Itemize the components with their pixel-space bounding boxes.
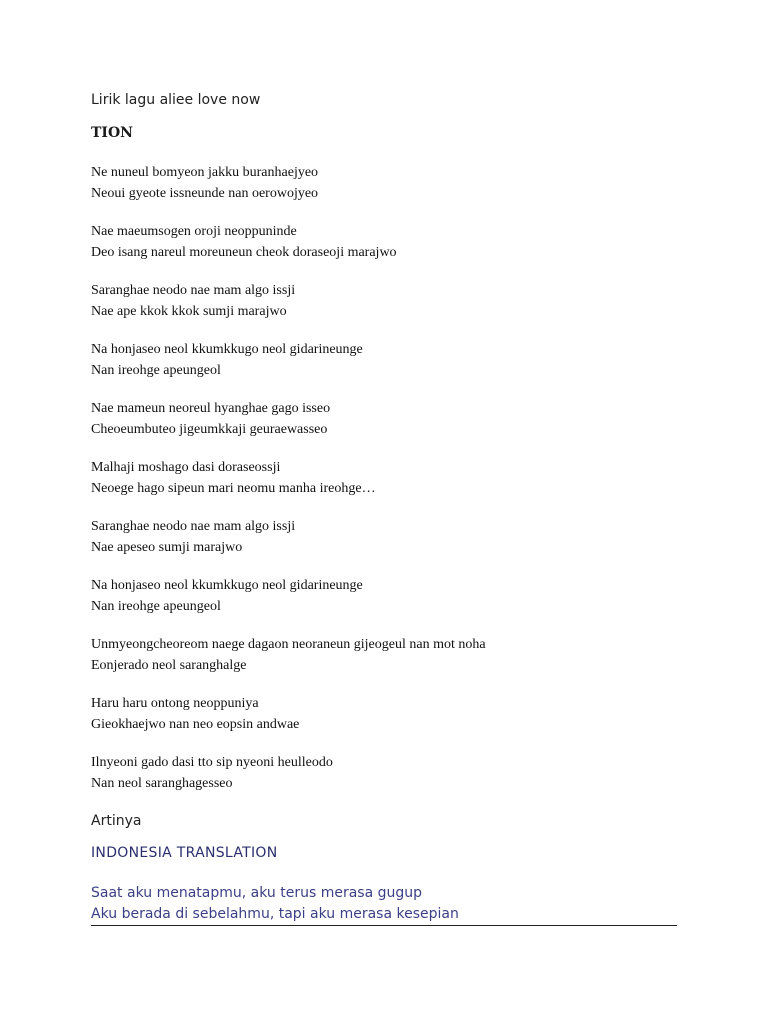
lyrics-line: Neoui gyeote issneunde nan oerowojyeo bbox=[91, 186, 319, 201]
lyrics-line: Ne nuneul bomyeon jakku buranhaejyeo bbox=[91, 165, 319, 180]
artinya-label: Artinya bbox=[91, 813, 142, 829]
lyrics-line: Eonjerado neol saranghalge bbox=[91, 658, 247, 673]
lyrics-stanza bbox=[91, 752, 333, 794]
lyrics-line: Nae mameun neoreul hyanghae gago isseo bbox=[91, 401, 331, 416]
lyrics-line: Cheoeumbuteo jigeumkkaji geuraewasseo bbox=[91, 422, 328, 437]
translation-line: Aku berada di sebelahmu, tapi aku merasa kesepian bbox=[91, 906, 459, 922]
lyrics-stanza bbox=[91, 516, 295, 558]
translation-block bbox=[91, 883, 677, 926]
lyrics-line: Nan ireohge apeungeol bbox=[91, 363, 221, 378]
lyrics-stanza bbox=[91, 398, 330, 440]
lyrics-line: Unmyeongcheoreom naege dagaon neoraneun gijeogeul nan mot noha bbox=[91, 637, 486, 652]
section-heading: TION bbox=[91, 125, 133, 141]
lyrics-stanza bbox=[91, 221, 397, 263]
lyrics-line: Nan ireohge apeungeol bbox=[91, 599, 221, 614]
lyrics-line: Deo isang nareul moreuneun cheok doraseoji marajwo bbox=[91, 245, 397, 260]
lyrics-line: Saranghae neodo nae mam algo issji bbox=[91, 519, 296, 534]
lyrics-stanza bbox=[91, 693, 299, 735]
lyrics-line: Na honjaseo neol kkumkkugo neol gidarineunge bbox=[91, 342, 363, 357]
lyrics-stanza bbox=[91, 634, 486, 676]
document-title: Lirik lagu aliee love now bbox=[91, 92, 261, 108]
lyrics-stanza bbox=[91, 339, 363, 381]
lyrics-stanza bbox=[91, 280, 295, 322]
lyrics-line: Nae apeseo sumji marajwo bbox=[91, 540, 243, 555]
translation-heading: INDONESIA TRANSLATION bbox=[91, 845, 278, 861]
lyrics-stanza bbox=[91, 162, 318, 204]
lyrics-line: Haru haru ontong neoppuniya bbox=[91, 696, 259, 711]
lyrics-line: Nae maeumsogen oroji neoppuninde bbox=[91, 224, 297, 239]
lyrics-stanza bbox=[91, 575, 363, 617]
lyrics-line: Saranghae neodo nae mam algo issji bbox=[91, 283, 296, 298]
lyrics-line: Neoege hago sipeun mari neomu manha ireohge… bbox=[91, 481, 376, 496]
lyrics-line: Nae ape kkok kkok sumji marajwo bbox=[91, 304, 287, 319]
translation-line: Saat aku menatapmu, aku terus merasa gugup bbox=[91, 885, 423, 901]
lyrics-line: Nan neol saranghagesseo bbox=[91, 776, 233, 791]
lyrics-line: Gieokhaejwo nan neo eopsin andwae bbox=[91, 717, 300, 732]
lyrics-line: Malhaji moshago dasi doraseossji bbox=[91, 460, 281, 475]
lyrics-line: Na honjaseo neol kkumkkugo neol gidarineunge bbox=[91, 578, 363, 593]
lyrics-line: Ilnyeoni gado dasi tto sip nyeoni heulleodo bbox=[91, 755, 333, 770]
lyrics-stanza bbox=[91, 457, 376, 499]
